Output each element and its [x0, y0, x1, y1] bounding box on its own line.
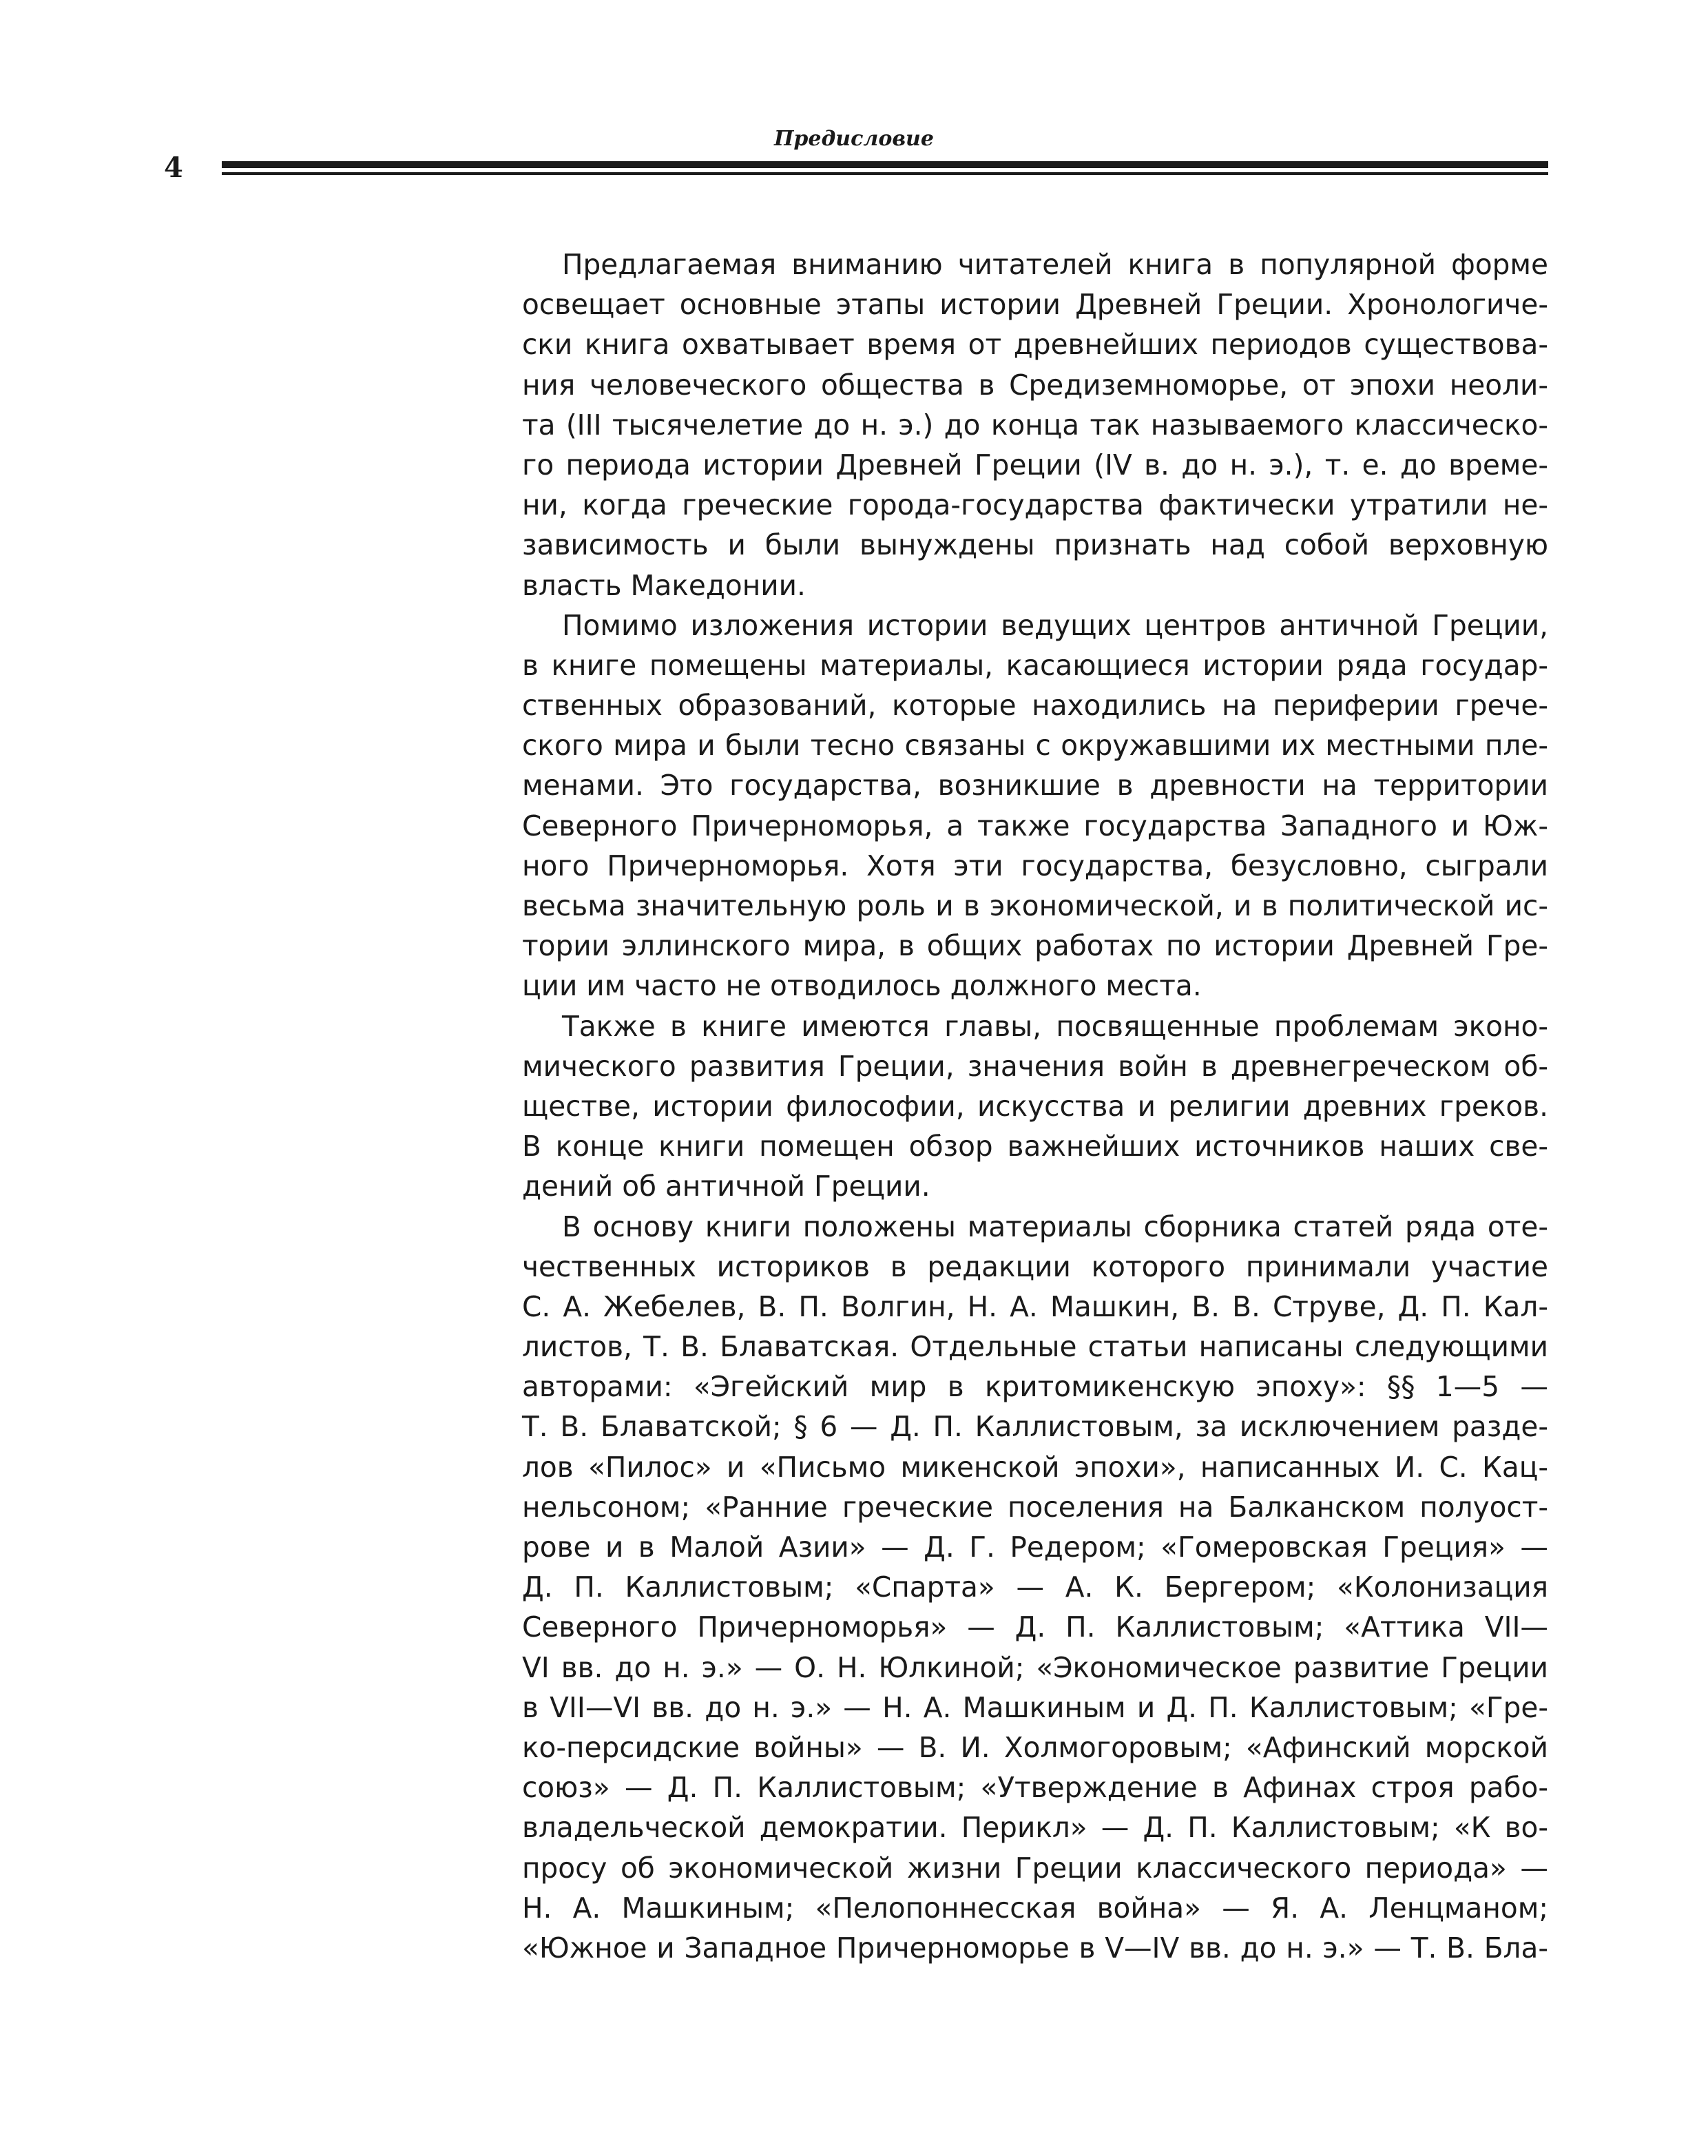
- text-line: власть Македонии.: [522, 568, 806, 602]
- text-line: VI вв. до н. э.» — О. Н. Юлкиной; «Экономическое развитие Греции: [522, 1650, 1548, 1684]
- paragraph: [522, 1006, 1548, 1207]
- text-line: ществе, истории философии, искусства и религии древних греков.: [522, 1089, 1548, 1123]
- text-line: Северного Причерноморья» — Д. П. Каллистовым; «Аттика VII—: [522, 1610, 1548, 1644]
- text-line: освещает основные этапы истории Древней Греции. Хронологиче-: [522, 288, 1548, 322]
- running-title: Предисловие: [774, 127, 934, 151]
- text-line: В основу книги положены материалы сборника статей ряда оте-: [562, 1210, 1548, 1243]
- paragraph: [522, 605, 1548, 1006]
- text-line: го периода истории Древней Греции (IV в. до н. э.), т. е. до време-: [522, 448, 1548, 481]
- text-line: Северного Причерноморья, а также государства Западного и Юж-: [522, 809, 1548, 842]
- text-line: ского мира и были тесно связаны с окружавшими их местными пле-: [522, 729, 1548, 763]
- text-line: рове и в Малой Азии» — Д. Г. Редером; «Гомеровская Греция» —: [522, 1531, 1548, 1564]
- text-line: «Южное и Западное Причерноморье в V—IV вв. до н. э.» — Т. В. Бла-: [522, 1931, 1548, 1965]
- text-line: Также в книге имеются главы, посвященные проблемам эконо-: [562, 1009, 1548, 1043]
- text-line: ния человеческого общества в Средиземноморье, от эпохи неоли-: [522, 368, 1548, 402]
- text-line: союз» — Д. П. Каллистовым; «Утверждение в Афинах строя рабо-: [522, 1771, 1548, 1805]
- text-line: ного Причерноморья. Хотя эти государства, безусловно, сыграли: [522, 849, 1548, 882]
- page-number: 4: [164, 152, 183, 184]
- body-text: [522, 245, 1548, 1968]
- text-line: менами. Это государства, возникшие в древности на территории: [522, 769, 1548, 802]
- text-line: ски книга охватывает время от древнейших периодов существова-: [522, 328, 1548, 362]
- text-line: С. А. Жебелев, В. П. Волгин, Н. А. Машкин, В. В. Струве, Д. П. Кал-: [522, 1289, 1548, 1323]
- text-line: ни, когда греческие города-государства фактически утратили не-: [522, 488, 1548, 522]
- text-line: лов «Пилос» и «Письмо микенской эпохи», написанных И. С. Кац-: [522, 1450, 1548, 1484]
- text-line: листов, Т. В. Блаватская. Отдельные статьи написаны следующими: [522, 1330, 1548, 1364]
- text-line: чественных историков в редакции которого принимали участие: [522, 1250, 1548, 1283]
- text-line: владельческой демократии. Перикл» — Д. П. Каллистовым; «К во-: [522, 1811, 1548, 1845]
- text-line: в VII—VI вв. до н. э.» — Н. А. Машкиным и Д. П. Каллистовым; «Гре-: [522, 1690, 1548, 1724]
- text-line: зависимость и были вынуждены признать над собой верховную: [522, 528, 1548, 562]
- text-line: ции им часто не отводилось должного места.: [522, 969, 1202, 1003]
- text-line: Н. А. Машкиным; «Пелопоннесская война» — Я. А. Ленцманом;: [522, 1891, 1548, 1925]
- text-line: дений об античной Греции.: [522, 1170, 930, 1203]
- text-line: весьма значительную роль и в экономической, и в политической ис-: [522, 889, 1548, 922]
- text-line: ко-персидские войны» — В. И. Холмогоровым; «Афинский морской: [522, 1730, 1548, 1764]
- text-line: в книге помещены материалы, касающиеся истории ряда государ-: [522, 648, 1548, 682]
- text-line: В конце книги помещен обзор важнейших источников наших све-: [522, 1130, 1548, 1163]
- text-line: Помимо изложения истории ведущих центров античной Греции,: [562, 608, 1548, 642]
- text-line: тории эллинского мира, в общих работах по истории Древней Гре-: [522, 929, 1548, 963]
- header-rule-thick: [222, 161, 1548, 168]
- text-line: ственных образований, которые находились на периферии грече-: [522, 689, 1548, 723]
- text-line: Д. П. Каллистовым; «Спарта» — А. К. Бергером; «Колонизация: [522, 1571, 1548, 1604]
- text-line: Т. В. Блаватской; § 6 — Д. П. Каллистовым, за исключением разде-: [522, 1410, 1548, 1444]
- text-line: авторами: «Эгейский мир в критомикенскую эпоху»: §§ 1—5 —: [522, 1370, 1548, 1404]
- text-line: Предлагаемая вниманию читателей книга в популярной форме: [562, 248, 1548, 281]
- text-line: просу об экономической жизни Греции классического периода» —: [522, 1851, 1548, 1885]
- text-line: нельсоном; «Ранние греческие поселения на Балканском полуост-: [522, 1490, 1548, 1524]
- paragraph: [522, 1207, 1548, 1969]
- text-line: мического развития Греции, значения войн в древнегреческом об-: [522, 1049, 1548, 1083]
- text-line: та (III тысячелетие до н. э.) до конца так называемого классическо-: [522, 408, 1548, 442]
- header-rule-thin: [222, 172, 1548, 175]
- paragraph: [522, 245, 1548, 605]
